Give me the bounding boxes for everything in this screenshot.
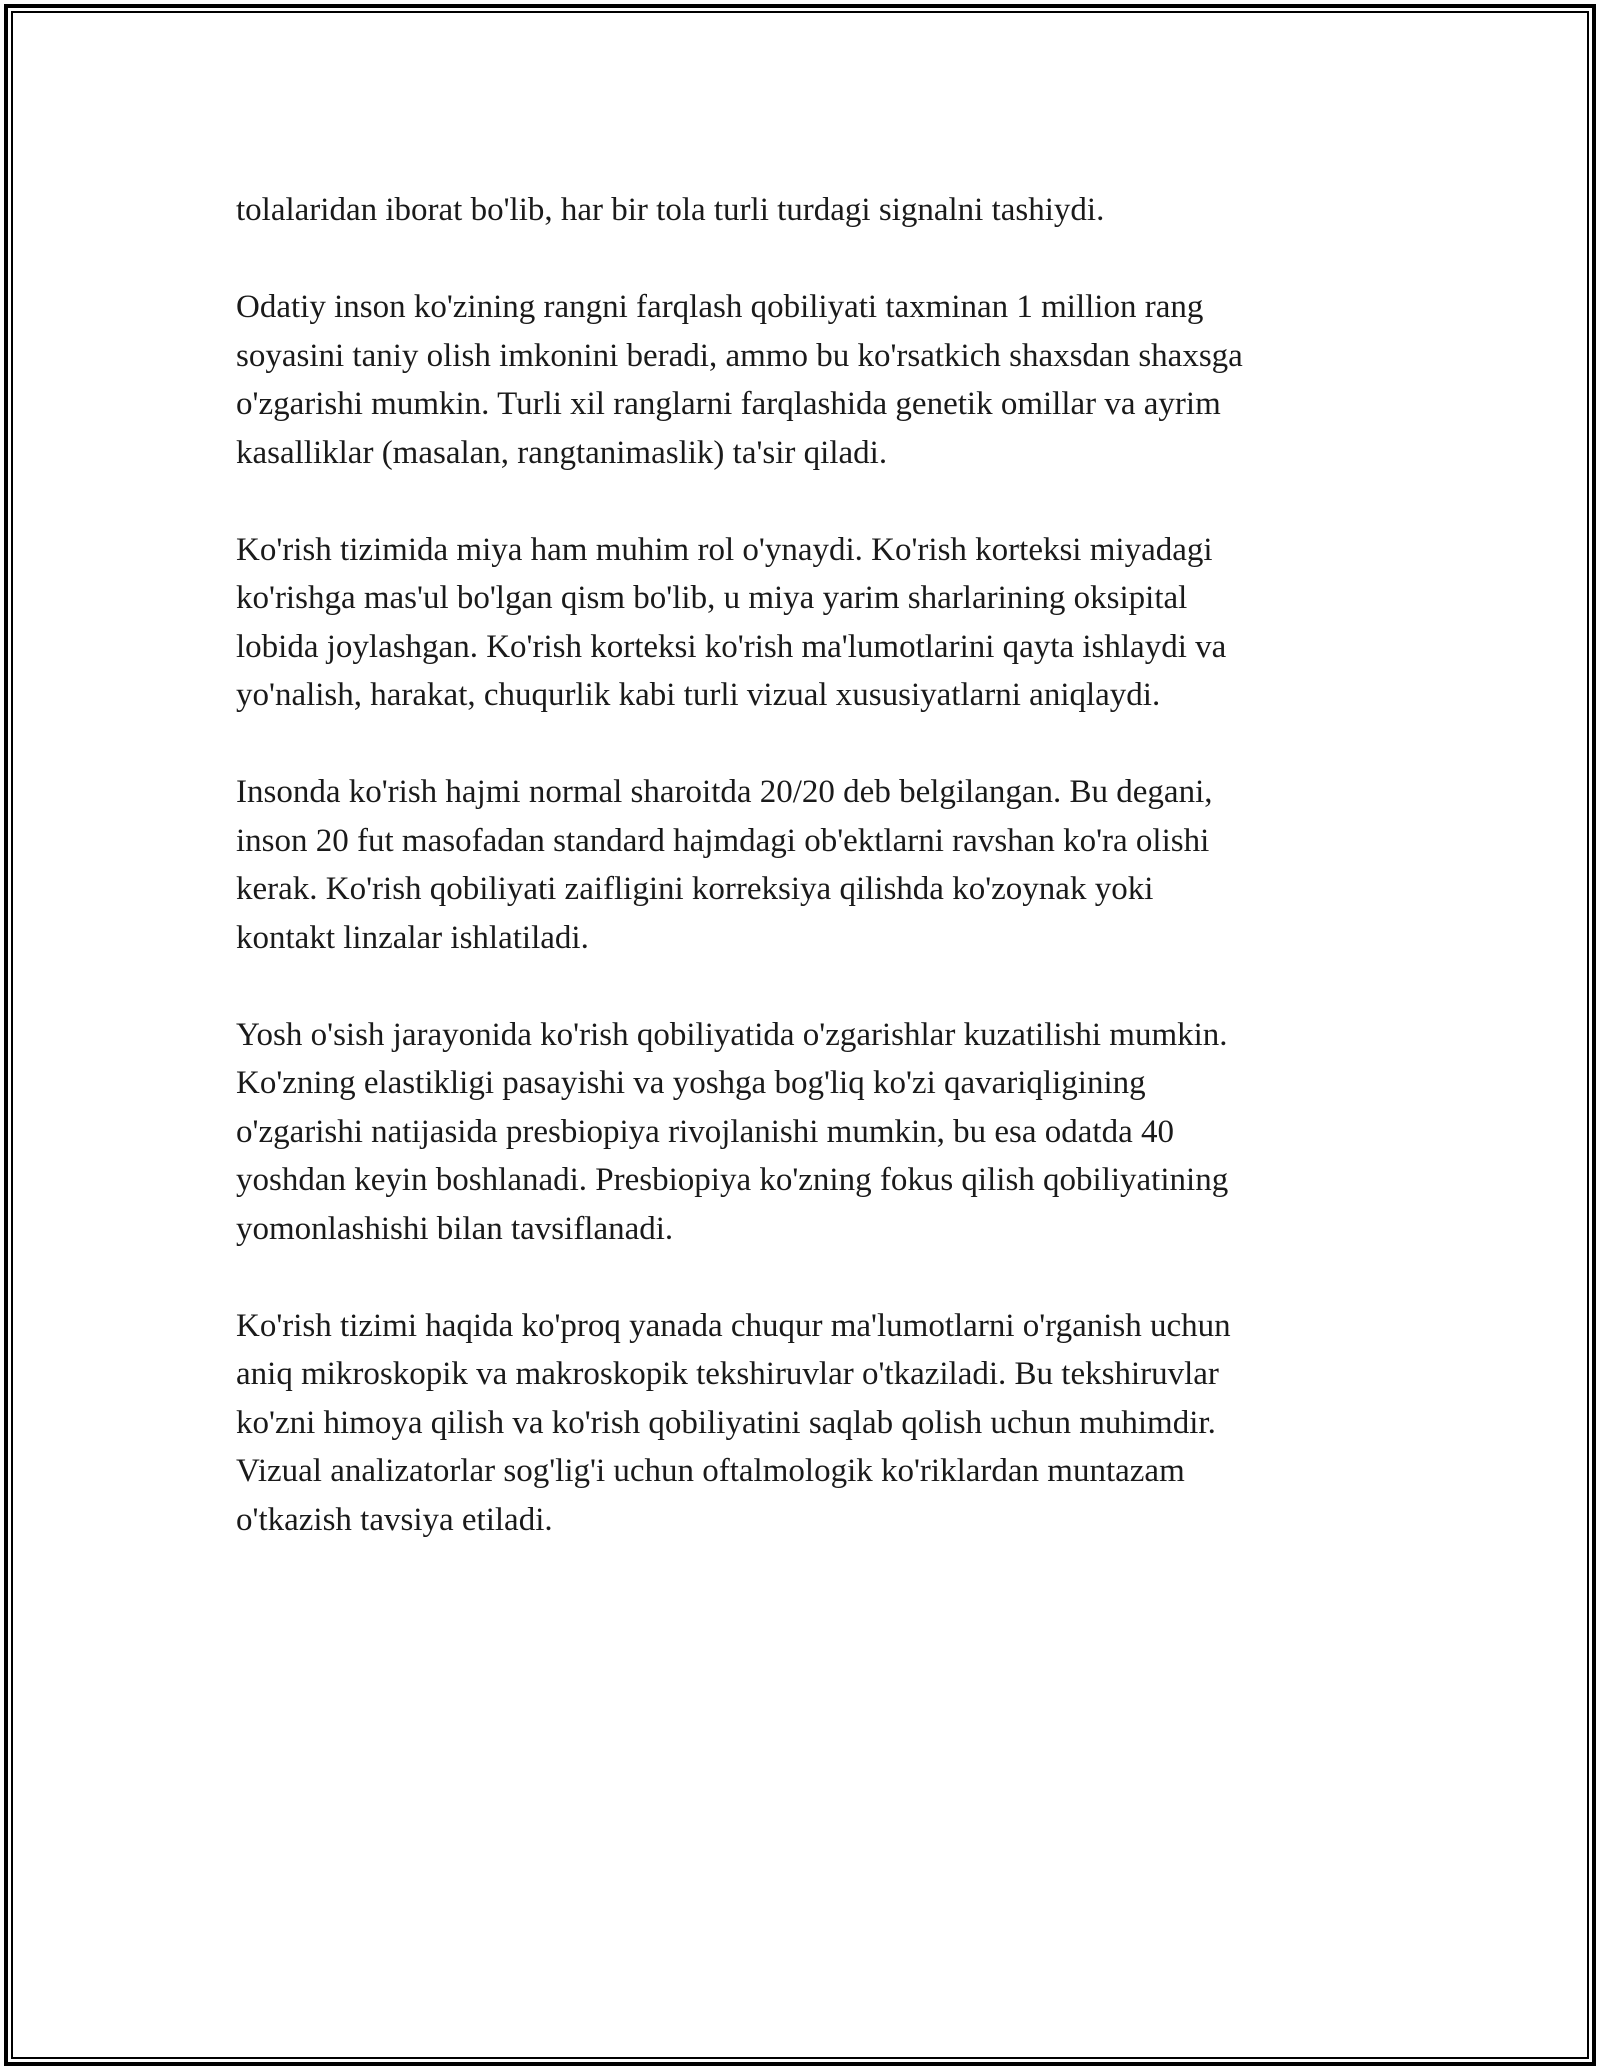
paragraph-6 [236,1302,1376,1545]
paragraph-1 [236,186,1376,235]
text-line: o'zgarishi natijasida presbiopiya rivojlanishi mumkin, bu esa odatda 40 [236,1113,1175,1150]
text-line: inson 20 fut masofadan standard hajmdagi ob'ektlarni ravshan ko'ra olishi [236,822,1210,859]
text-line: Insonda ko'rish hajmi normal sharoitda 20/20 deb belgilangan. Bu degani, [236,774,1213,810]
text-line: kasalliklar (masalan, rangtanimaslik) ta'sir qiladi. [236,434,888,471]
text-line: o'tkazish tavsiya etiladi. [236,1501,553,1538]
text-line: soyasini taniy olish imkonini beradi, ammo bu ko'rsatkich shaxsdan shaxsga [236,337,1243,374]
text-line: o'zgarishi mumkin. Turli xil ranglarni farqlashida genetik omillar va ayrim [236,386,1221,422]
paragraph-5 [236,1011,1376,1254]
text-line: Yosh o'sish jarayonida ko'rish qobiliyatida o'zgarishlar kuzatilishi mumkin. [236,1016,1228,1053]
text-line: Ko'zning elastikligi pasayishi va yoshga bog'liq ko'zi qavariqligining [236,1065,1146,1101]
text-line: tolalaridan iborat bo'lib, har bir tola turli turdagi signalni tashiydi. [236,192,1105,228]
text-line: ko'zni himoya qilish va ko'rish qobiliyatini saqlab qolish uchun muhimdir. [236,1404,1216,1441]
text-line: kerak. Ko'rish qobiliyati zaifligini korreksiya qilishda ko'zoynak yoki [236,871,1154,907]
text-line: kontakt linzalar ishlatiladi. [236,919,589,956]
text-line: ko'rishga mas'ul bo'lgan qism bo'lib, u miya yarim sharlarining oksipital [236,580,1188,616]
paragraph-4 [236,768,1376,962]
paragraph-3 [236,526,1376,720]
document-body [236,186,1376,1593]
text-line: yoshdan keyin boshlanadi. Presbiopiya ko'zning fokus qilish qobiliyatining [236,1162,1229,1198]
text-line: yomonlashishi bilan tavsiflanadi. [236,1210,674,1247]
text-line: Odatiy inson ko'zining rangni farqlash qobiliyati taxminan 1 million rang [236,289,1204,325]
text-line: aniq mikroskopik va makroskopik tekshiruvlar o'tkaziladi. Bu tekshiruvlar [236,1356,1219,1392]
text-line: yo'nalish, harakat, chuqurlik kabi turli vizual xususiyatlarni aniqlaydi. [236,677,1161,713]
text-line: Ko'rish tizimi haqida ko'proq yanada chuqur ma'lumotlarni o'rganish uchun [236,1307,1231,1344]
paragraph-2 [236,283,1376,477]
text-line: Ko'rish tizimida miya ham muhim rol o'ynaydi. Ko'rish korteksi miyadagi [236,531,1213,568]
text-line: Vizual analizatorlar sog'lig'i uchun oftalmologik ko'riklardan muntazam [236,1453,1185,1489]
text-line: lobida joylashgan. Ko'rish korteksi ko'rish ma'lumotlarini qayta ishlaydi va [236,628,1227,665]
